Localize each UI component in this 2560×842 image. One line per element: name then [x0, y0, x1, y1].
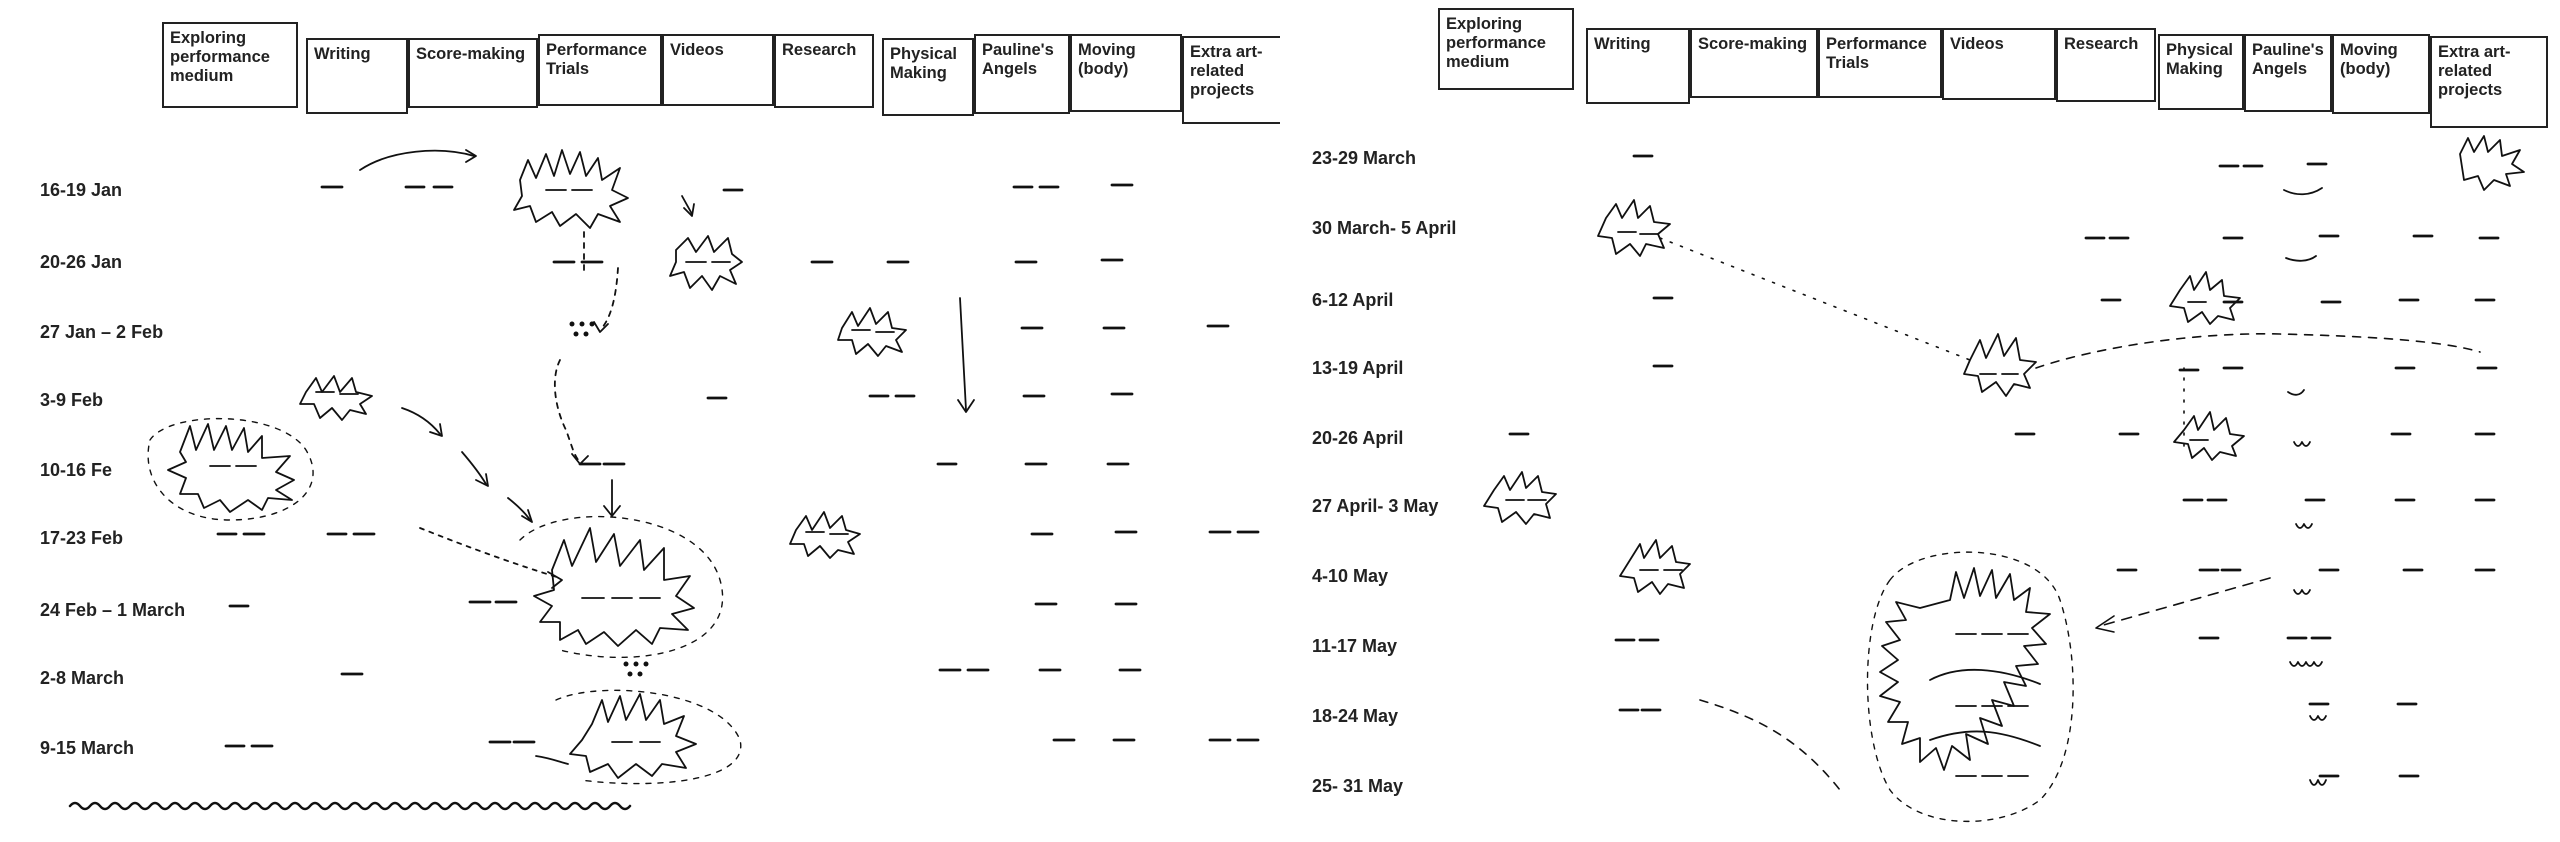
- header-performance-trials: Performance Trials: [1818, 28, 1942, 98]
- burst-scribbles: [1484, 136, 2524, 776]
- row-label: 18-24 May: [1312, 706, 1399, 726]
- flow-arrows: [1660, 238, 2480, 790]
- row-label: 25- 31 May: [1312, 776, 1404, 796]
- header-videos: Videos: [1942, 28, 2056, 100]
- header-physical-making: Physical Making: [882, 38, 974, 116]
- right-sketch-marks: [1280, 0, 2560, 842]
- header-exploring-performance-medium: Exploring performance medium: [1438, 8, 1574, 90]
- row-label: 3-9 Feb: [40, 390, 104, 410]
- right-timeline-panel: [1280, 0, 2560, 842]
- header-research: Research: [774, 34, 874, 108]
- header-moving-body: Moving (body): [2332, 34, 2430, 114]
- burst-scribbles: [168, 150, 906, 778]
- header-extra-art-projects: Extra art-related projects: [2430, 36, 2548, 128]
- halo-strokes: [148, 419, 741, 784]
- row-label: 11-17 May: [1312, 636, 1398, 656]
- row-label: 27 April- 3 May: [1312, 496, 1439, 516]
- header-research: Research: [2056, 28, 2156, 102]
- halo-strokes: [1868, 552, 2074, 821]
- header-score-making: Score-making: [408, 38, 538, 108]
- header-exploring-performance-medium: Exploring performance medium: [162, 22, 298, 108]
- row-label: 27 Jan – 2 Feb: [40, 322, 164, 342]
- header-extra-art-projects: Extra art-related projects: [1182, 36, 1280, 124]
- squiggle-marks: [2284, 188, 2326, 785]
- header-performance-trials: Performance Trials: [538, 34, 662, 106]
- row-label: 20-26 April: [1312, 428, 1404, 448]
- header-score-making: Score-making: [1690, 28, 1818, 98]
- row-label: 13-19 April: [1312, 358, 1404, 378]
- row-label: 6-12 April: [1312, 290, 1394, 310]
- row-label: 17-23 Feb: [40, 528, 124, 548]
- row-label: 20-26 Jan: [40, 252, 123, 272]
- row-label: 10-16 Fe: [40, 460, 113, 480]
- header-physical-making: Physical Making: [2158, 34, 2244, 110]
- row-label: 16-19 Jan: [40, 180, 123, 200]
- activity-dashes: [218, 185, 1258, 746]
- row-label: 24 Feb – 1 March: [40, 600, 186, 620]
- ellipsis-dots: [570, 322, 649, 677]
- row-label: 9-15 March: [40, 738, 135, 758]
- header-videos: Videos: [662, 34, 774, 106]
- header-paulines-angels: Pauline's Angels: [2244, 34, 2332, 112]
- header-writing: Writing: [306, 38, 408, 114]
- row-label: 23-29 March: [1312, 148, 1417, 168]
- flow-arrows: [360, 150, 974, 764]
- header-paulines-angels: Pauline's Angels: [974, 34, 1070, 114]
- row-label: 30 March- 5 April: [1312, 218, 1457, 238]
- wavy-baseline: [70, 803, 630, 809]
- row-label: 2-8 March: [40, 668, 125, 688]
- header-moving-body: Moving (body): [1070, 34, 1182, 112]
- row-label: 4-10 May: [1312, 566, 1389, 586]
- header-writing: Writing: [1586, 28, 1690, 104]
